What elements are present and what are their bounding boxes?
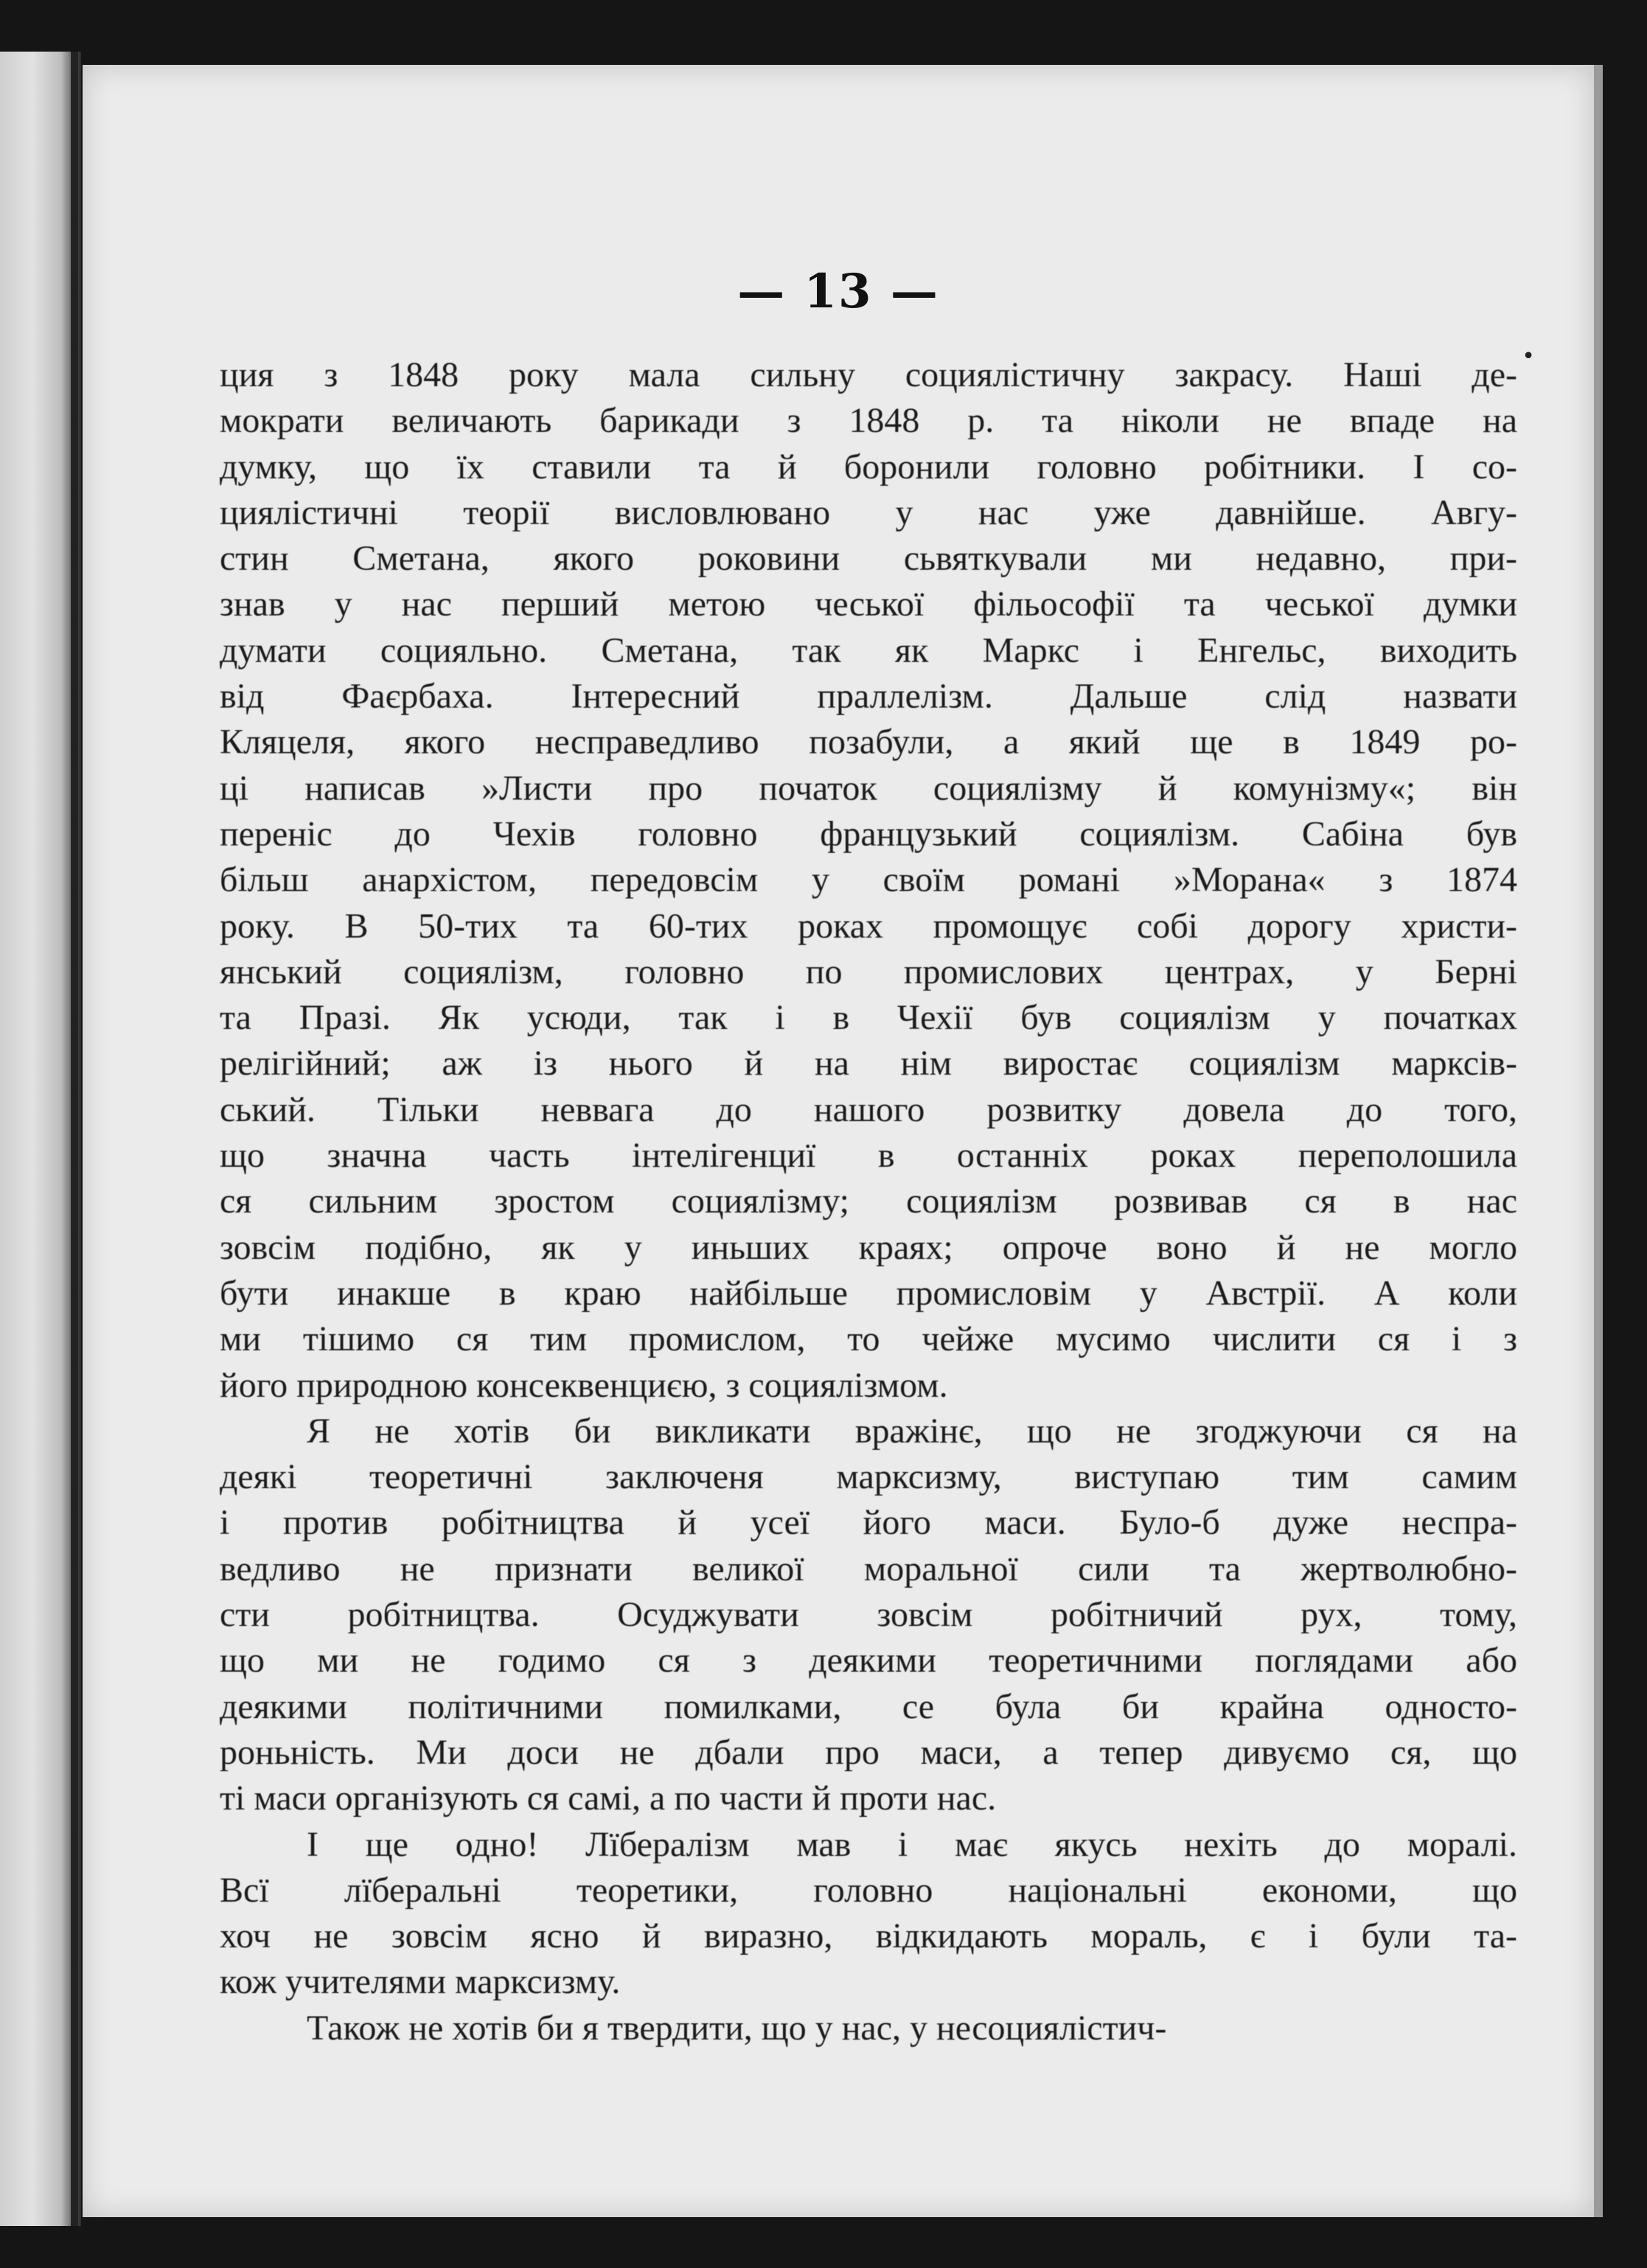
page-edge [1594,65,1603,2217]
text-line: думати социяльно. Сметана, так як Маркс і Енгельс, виходить [220,630,1517,670]
text-line: Я не хотів би викликати вражінє, що не згоджуючи ся на [307,1411,1517,1451]
paragraph [220,1409,1517,1822]
text-line: ський. Тільки неввага до нашого розвитку довела до того, [220,1089,1517,1129]
text-line: ми тішимо ся тим промислом, то чейже мусимо числити ся і з [220,1319,1517,1359]
page-number: — 13 — [737,264,939,319]
text-line: релігійний; аж із нього й на нім виростає социялізм марксів- [220,1044,1517,1084]
text-line: що значна часть інтелігенциї в останніх роках переполошила [220,1136,1517,1176]
text-line: Всї лїберальні теоретики, головно національні економи, що [220,1870,1517,1910]
text-line: деякими політичними помилками, се була би крайна односто- [220,1686,1517,1726]
text-line: і против робітництва й усеї його маси. Було-б дуже неспра- [220,1503,1517,1543]
ink-speck: • [1522,343,1535,369]
text-line: ведливо не признати великої моральної сили та жертволюбно- [220,1549,1517,1588]
text-line: ті маси організують ся самі, а по части й проти нас. [220,1779,997,1818]
text-line: року. В 50-тих та 60-тих роках промощує собі дорогу христи- [220,906,1517,946]
book-page [83,65,1594,2217]
text-line: хоч не зовсім ясно й виразно, відкидають мораль, є і були та- [220,1916,1517,1956]
text-line: думку, що їх ставили та й боронили головно робітники. І со- [220,447,1517,486]
text-line: кож учителями марксизму. [220,1962,621,2002]
text-line: І ще одно! Лїбералізм мав і має якусь нехіть до моралі. [307,1824,1517,1864]
text-line: роньність. Ми доси не дбали про маси, а тепер дивуємо ся, що [220,1732,1517,1772]
text-line: циялістичні теорії висловлювано у нас уже давнійше. Авгу- [220,492,1517,532]
text-line: бути инакше в краю найбільше промисловім у Австрії. А коли [220,1273,1517,1313]
text-line: Також не хотів би я твердити, що у нас, у несоциялістич- [307,2008,1167,2048]
body-text [220,352,1517,2051]
text-line: стин Сметана, якого роковини сьвяткували ми недавно, при- [220,539,1517,579]
text-line: ция з 1848 року мала сильну социялістичну закрасу. Наші де- [220,355,1517,394]
text-line: ся сильним зростом социялізму; социялізм розвивав ся в нас [220,1182,1517,1221]
book-spine [0,52,81,2226]
text-line: деякі теоретичні заключеня марксизму, виступаю тим самим [220,1457,1517,1497]
text-line: Кляцеля, якого несправедливо позабули, а який ще в 1849 ро- [220,722,1517,762]
text-line: від Фаєрбаха. Інтересний праллелізм. Дальше слід назвати [220,677,1517,716]
text-line: його природною консеквенциєю, з социялізмом. [220,1365,948,1405]
text-line: переніс до Чехів головно французький социялізм. Сабіна був [220,814,1517,854]
paragraph [220,2006,1517,2051]
text-line: та Празі. Як усюди, так і в Чехії був социялізм у початках [220,998,1517,1038]
text-line: янський социялізм, головно по промислових центрах, у Берні [220,952,1517,991]
paragraph [220,352,1517,1409]
text-line: що ми не годимо ся з деякими теоретичними поглядами або [220,1641,1517,1681]
text-line: знав у нас перший метою чеської фільософії та чеської думки [220,585,1517,624]
text-line: зовсім подібно, як у иньших краях; опроче воно й не могло [220,1227,1517,1267]
spine-edge [71,52,78,2226]
text-line: сти робітництва. Осуджувати зовсім робітничий рух, тому, [220,1595,1517,1635]
text-line: мократи величають барикади з 1848 р. та ніколи не впаде на [220,401,1517,441]
text-line: більш анархістом, передовсім у своїм романі »Морана« з 1874 [220,860,1517,900]
paragraph [220,1822,1517,2006]
text-line: ці написав »Листи про початок социялізму й комунізму«; він [220,768,1517,808]
